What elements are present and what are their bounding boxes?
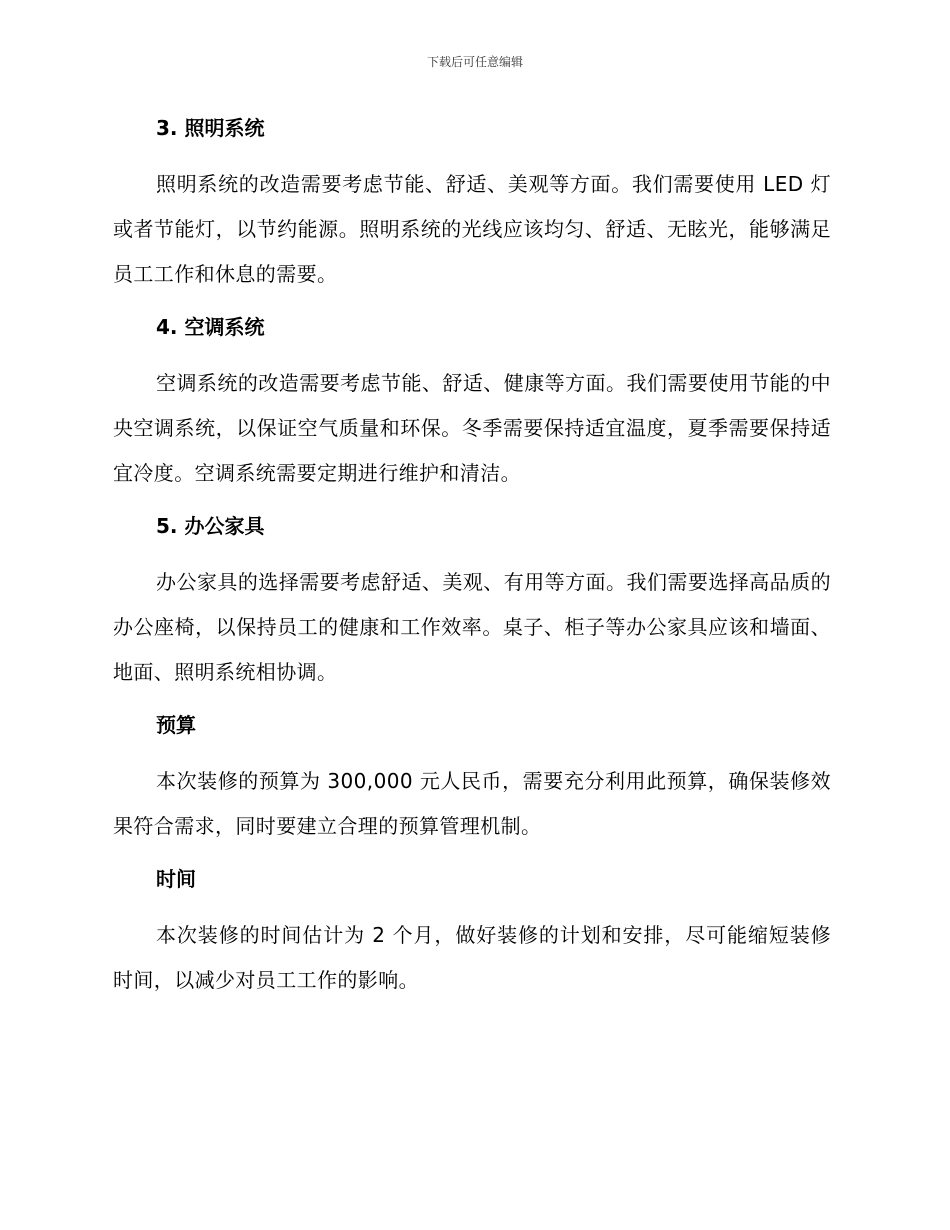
section-paragraph: 本次装修的预算为 300,000 元人民币，需要充分利用此预算，确保装修效果符合需求，同时要建立合理的预算管理机制。 (113, 769, 831, 838)
section-air-conditioning (113, 309, 831, 496)
page-header-note: 下载后可任意编辑 (426, 55, 523, 69)
document-body (113, 110, 831, 1015)
section-paragraph: 空调系统的改造需要考虑节能、舒适、健康等方面。我们需要使用节能的中央空调系统，以保证空气质量和环保。冬季需要保持适宜温度，夏季需要保持适宜冷度。空调系统需要定期进行维护和清洁。 (113, 371, 831, 485)
section-heading: 预算 (156, 713, 196, 737)
section-heading: 5. 办公家具 (156, 514, 265, 538)
section-paragraph: 办公家具的选择需要考虑舒适、美观、有用等方面。我们需要选择高品质的办公座椅，以保持员工的健康和工作效率。桌子、柜子等办公家具应该和墙面、地面、照明系统相协调。 (113, 570, 831, 684)
section-paragraph: 本次装修的时间估计为 2 个月，做好装修的计划和安排，尽可能缩短装修时间，以减少对员工工作的影响。 (113, 923, 831, 992)
section-paragraph: 照明系统的改造需要考虑节能、舒适、美观等方面。我们需要使用 LED 灯或者节能灯，以节约能源。照明系统的光线应该均匀、舒适、无眩光，能够满足员工工作和休息的需要。 (113, 172, 831, 286)
section-heading: 3. 照明系统 (156, 116, 265, 140)
section-heading: 4. 空调系统 (156, 315, 265, 339)
section-heading: 时间 (156, 867, 196, 891)
section-budget (113, 707, 831, 849)
section-lighting (113, 110, 831, 297)
section-schedule (113, 861, 831, 1003)
section-office-furniture (113, 508, 831, 695)
